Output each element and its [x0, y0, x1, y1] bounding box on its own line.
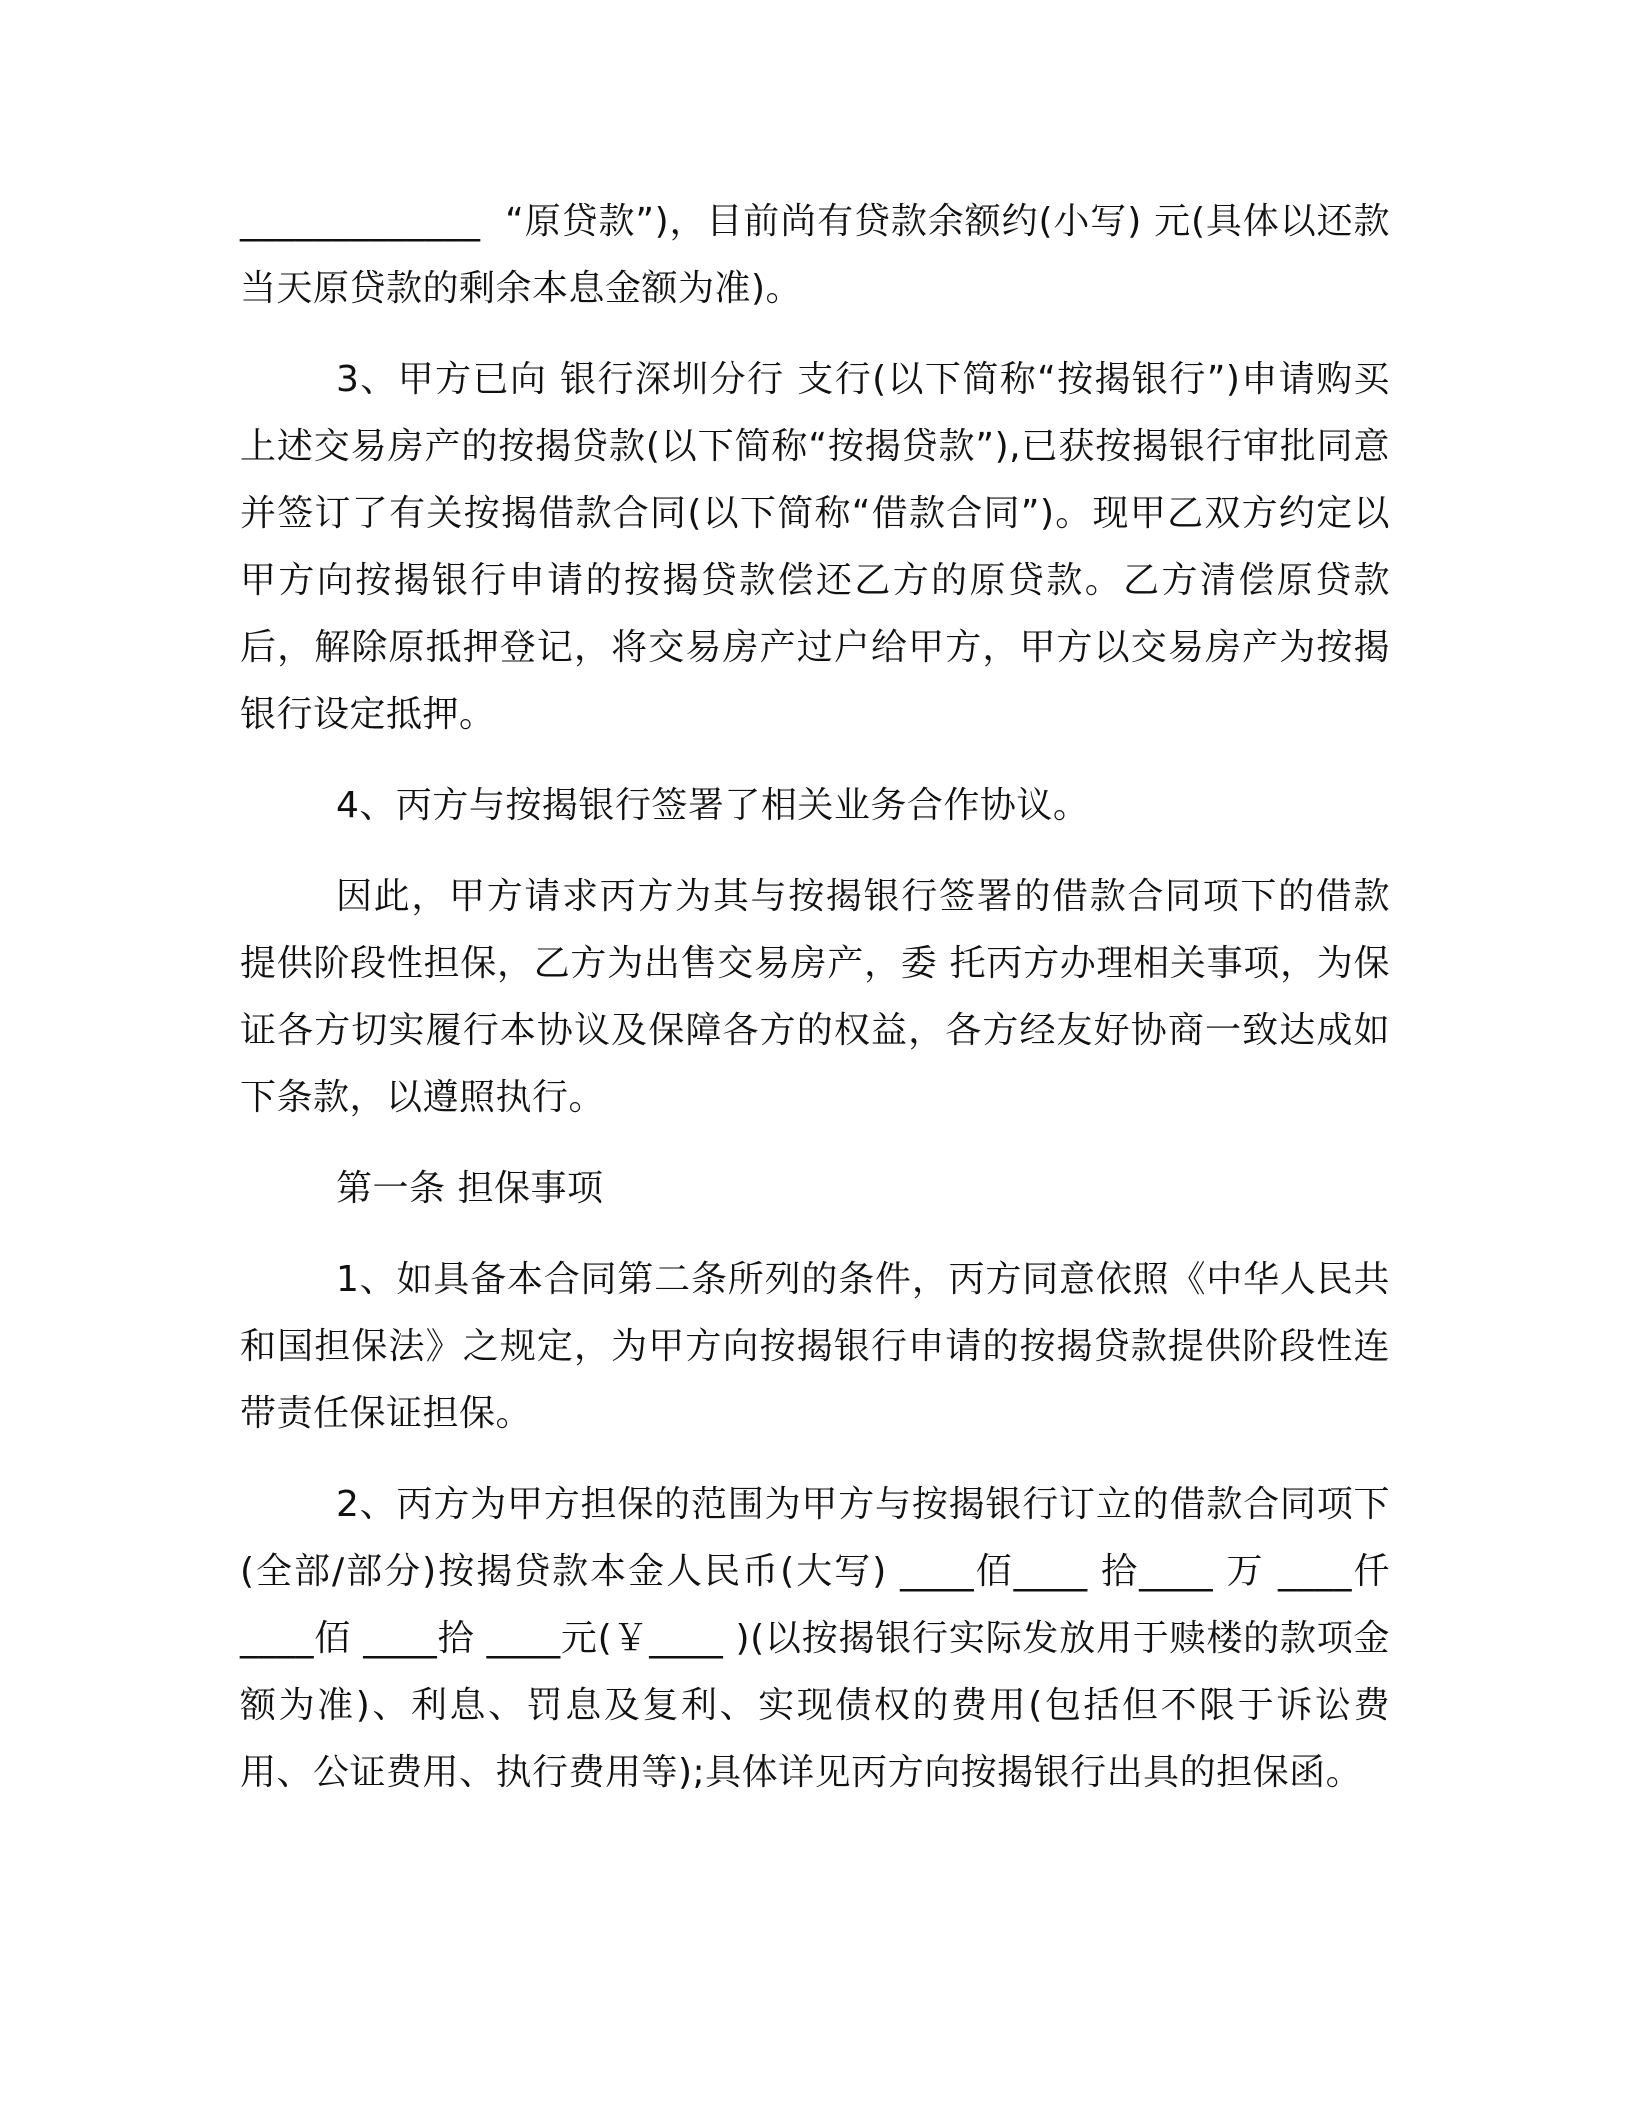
section-heading-article-1: 第一条 担保事项 — [336, 1168, 604, 1209]
paragraph-article-1-item-1: 1、如具备本合同第二条所列的条件，丙方同意依照《中华人民共和国担保法》之规定，为甲方向按揭银行申请的按揭贷款提供阶段性连带责任保证担保。 — [240, 1259, 1390, 1434]
document-page — [240, 188, 1402, 1806]
paragraph-therefore: 因此，甲方请求丙方为其与按揭银行签署的借款合同项下的借款提供阶段性担保，乙方为出售交易房产，委 托丙方办理相关事项，为保证各方切实履行本协议及保障各方的权益，各方经友好协商一致达成如下条款，以遵照执行。 — [240, 876, 1390, 1118]
paragraph-original-loan-balance: _____________ “原贷款”)，目前尚有贷款余额约(小写) 元(具体以还款当天原贷款的剩余本息金额为准)。 — [240, 201, 1390, 309]
paragraph-item-4-cooperation-agreement: 4、丙方与按揭银行签署了相关业务合作协议。 — [336, 785, 1090, 826]
paragraph-article-1-item-2: 2、丙方为甲方担保的范围为甲方与按揭银行订立的借款合同项下 (全部/部分)按揭贷款本金人民币(大写) ____佰____ 拾____ 万 ____仟 ____佰 ____拾 ____元(￥____ )(以按揭银行实际发放用于赎楼的款项金额为准)、利息、罚息及复利、实现债权的费用(包括但不限于诉讼费用、公证费用、执行费用等);具体详见丙方向按揭银行出具的担保函。 — [240, 1484, 1402, 1793]
paragraph-item-3-mortgage-loan: 3、甲方已向 银行深圳分行 支行(以下简称“按揭银行”)申请购买上述交易房产的按揭贷款(以下简称“按揭贷款”),已获按揭银行审批同意并签订了有关按揭借款合同(以下简称“借款合同”)。现甲乙双方约定以甲方向按揭银行申请的按揭贷款偿还乙方的原贷款。乙方清偿原贷款后，解除原抵押登记，将交易房产过户给甲方，甲方以交易房产为按揭银行设定抵押。 — [240, 359, 1390, 735]
